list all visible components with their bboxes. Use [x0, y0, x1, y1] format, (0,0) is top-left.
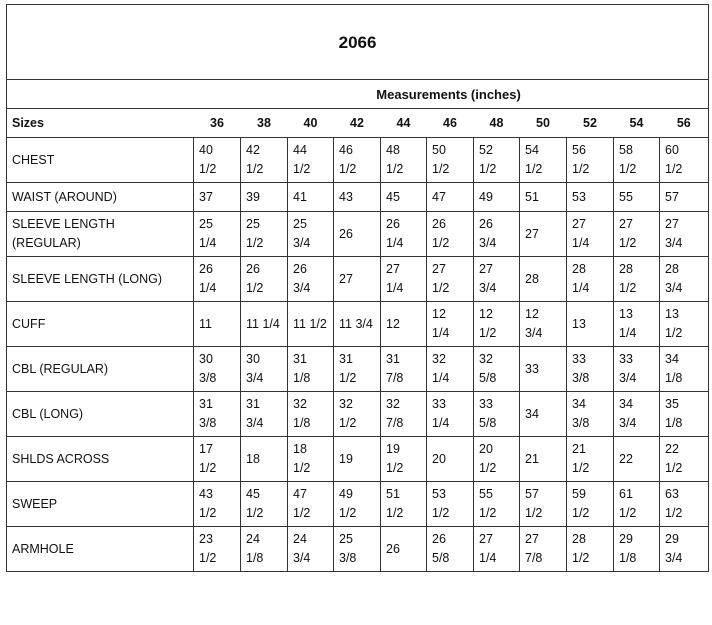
table-cell: 33 5/8: [474, 392, 520, 437]
table-cell: 13: [567, 302, 614, 347]
table-cell: 53: [567, 183, 614, 212]
table-cell: 46 1/2: [334, 138, 381, 183]
row-label: WAIST (AROUND): [7, 183, 194, 212]
table-cell: 26 5/8: [427, 527, 474, 572]
table-row: [7, 257, 709, 302]
table-cell: 11 3/4: [334, 302, 381, 347]
size-header: 36: [194, 109, 241, 138]
table-cell: 55 1/2: [474, 482, 520, 527]
table-row: [7, 183, 709, 212]
table-cell: 24 1/8: [241, 527, 288, 572]
table-cell: 47: [427, 183, 474, 212]
table-cell: 27 1/4: [567, 212, 614, 257]
chart-title: 2066: [7, 5, 709, 80]
table-cell: 48 1/2: [381, 138, 427, 183]
table-cell: 11 1/4: [241, 302, 288, 347]
table-cell: 42 1/2: [241, 138, 288, 183]
row-label: ARMHOLE: [7, 527, 194, 572]
row-label: SHLDS ACROSS: [7, 437, 194, 482]
table-cell: 39: [241, 183, 288, 212]
size-header: 42: [334, 109, 381, 138]
table-cell: 26: [381, 527, 427, 572]
table-cell: 47 1/2: [288, 482, 334, 527]
table-cell: 18 1/2: [288, 437, 334, 482]
table-cell: 31 3/4: [241, 392, 288, 437]
table-row: [7, 392, 709, 437]
table-cell: 13 1/2: [660, 302, 709, 347]
table-cell: 35 1/8: [660, 392, 709, 437]
table-row: [7, 527, 709, 572]
table-cell: 25 3/8: [334, 527, 381, 572]
table-cell: 25 1/2: [241, 212, 288, 257]
table-cell: 27 1/2: [427, 257, 474, 302]
table-cell: 58 1/2: [614, 138, 660, 183]
table-cell: 55: [614, 183, 660, 212]
table-cell: 32 1/4: [427, 347, 474, 392]
table-cell: 56 1/2: [567, 138, 614, 183]
table-cell: 26 3/4: [474, 212, 520, 257]
table-cell: 27 1/2: [614, 212, 660, 257]
table-cell: 32 7/8: [381, 392, 427, 437]
table-cell: 63 1/2: [660, 482, 709, 527]
table-cell: 29 3/4: [660, 527, 709, 572]
table-cell: 50 1/2: [427, 138, 474, 183]
table-cell: 34: [520, 392, 567, 437]
table-cell: 44 1/2: [288, 138, 334, 183]
table-cell: 31 1/8: [288, 347, 334, 392]
table-cell: 28 3/4: [660, 257, 709, 302]
table-cell: 32 1/2: [334, 392, 381, 437]
size-header: 54: [614, 109, 660, 138]
table-cell: 24 3/4: [288, 527, 334, 572]
size-header: 46: [427, 109, 474, 138]
table-cell: 26 3/4: [288, 257, 334, 302]
table-cell: 21: [520, 437, 567, 482]
table-cell: 28 1/2: [567, 527, 614, 572]
table-row: [7, 347, 709, 392]
table-cell: 43 1/2: [194, 482, 241, 527]
table-cell: 11 1/2: [288, 302, 334, 347]
table-cell: 12 1/4: [427, 302, 474, 347]
table-cell: 19: [334, 437, 381, 482]
table-cell: 27 3/4: [474, 257, 520, 302]
table-cell: 18: [241, 437, 288, 482]
table-cell: 54 1/2: [520, 138, 567, 183]
sizes-label: Sizes: [7, 109, 194, 138]
table-cell: 27 1/4: [381, 257, 427, 302]
table-cell: 41: [288, 183, 334, 212]
size-table: [6, 4, 709, 572]
table-cell: 57 1/2: [520, 482, 567, 527]
table-cell: 26 1/2: [241, 257, 288, 302]
table-cell: 51 1/2: [381, 482, 427, 527]
table-cell: 25 1/4: [194, 212, 241, 257]
size-header: 48: [474, 109, 520, 138]
table-cell: 52 1/2: [474, 138, 520, 183]
size-header: 50: [520, 109, 567, 138]
table-cell: 27 1/4: [474, 527, 520, 572]
table-cell: 26 1/2: [427, 212, 474, 257]
row-label: SLEEVE LENGTH (LONG): [7, 257, 194, 302]
table-cell: 26 1/4: [381, 212, 427, 257]
table-cell: 28: [520, 257, 567, 302]
row-label: SLEEVE LENGTH (REGULAR): [7, 212, 194, 257]
table-cell: 22 1/2: [660, 437, 709, 482]
table-cell: 34 1/8: [660, 347, 709, 392]
row-label: CHEST: [7, 138, 194, 183]
table-cell: 27: [520, 212, 567, 257]
table-cell: 21 1/2: [567, 437, 614, 482]
table-cell: 22: [614, 437, 660, 482]
table-cell: 26 1/4: [194, 257, 241, 302]
table-cell: 11: [194, 302, 241, 347]
table-cell: 30 3/4: [241, 347, 288, 392]
row-label: CUFF: [7, 302, 194, 347]
size-header: 56: [660, 109, 709, 138]
table-cell: 20 1/2: [474, 437, 520, 482]
row-label: CBL (LONG): [7, 392, 194, 437]
table-cell: 12 1/2: [474, 302, 520, 347]
table-cell: 27 3/4: [660, 212, 709, 257]
table-cell: 49 1/2: [334, 482, 381, 527]
row-label: SWEEP: [7, 482, 194, 527]
row-label: CBL (REGULAR): [7, 347, 194, 392]
table-cell: 51: [520, 183, 567, 212]
table-cell: 19 1/2: [381, 437, 427, 482]
table-cell: 23 1/2: [194, 527, 241, 572]
table-row: [7, 138, 709, 183]
table-cell: 33 3/8: [567, 347, 614, 392]
table-cell: 53 1/2: [427, 482, 474, 527]
table-cell: 34 3/4: [614, 392, 660, 437]
table-cell: 33 3/4: [614, 347, 660, 392]
table-cell: 27: [334, 257, 381, 302]
table-cell: 12: [381, 302, 427, 347]
table-cell: 17 1/2: [194, 437, 241, 482]
table-cell: 12 3/4: [520, 302, 567, 347]
size-header: 38: [241, 109, 288, 138]
table-cell: 32 1/8: [288, 392, 334, 437]
table-cell: 31 7/8: [381, 347, 427, 392]
table-cell: 31 1/2: [334, 347, 381, 392]
table-cell: 37: [194, 183, 241, 212]
table-cell: 45: [381, 183, 427, 212]
table-row: [7, 302, 709, 347]
table-cell: 32 5/8: [474, 347, 520, 392]
table-cell: 27 7/8: [520, 527, 567, 572]
table-cell: 57: [660, 183, 709, 212]
table-cell: 49: [474, 183, 520, 212]
table-cell: 20: [427, 437, 474, 482]
size-header: 44: [381, 109, 427, 138]
table-cell: 33 1/4: [427, 392, 474, 437]
table-row: [7, 212, 709, 257]
table-cell: 29 1/8: [614, 527, 660, 572]
table-cell: 33: [520, 347, 567, 392]
size-header: 40: [288, 109, 334, 138]
table-cell: 30 3/8: [194, 347, 241, 392]
table-cell: 40 1/2: [194, 138, 241, 183]
table-cell: 31 3/8: [194, 392, 241, 437]
size-chart: [6, 4, 708, 621]
table-cell: 28 1/4: [567, 257, 614, 302]
table-cell: 25 3/4: [288, 212, 334, 257]
table-cell: 34 3/8: [567, 392, 614, 437]
table-cell: 60 1/2: [660, 138, 709, 183]
sizes-header-row: [7, 109, 709, 138]
table-row: [7, 482, 709, 527]
table-cell: 43: [334, 183, 381, 212]
table-cell: 61 1/2: [614, 482, 660, 527]
table-cell: 28 1/2: [614, 257, 660, 302]
table-cell: 59 1/2: [567, 482, 614, 527]
table-cell: 45 1/2: [241, 482, 288, 527]
size-header: 52: [567, 109, 614, 138]
table-cell: 26: [334, 212, 381, 257]
table-cell: 13 1/4: [614, 302, 660, 347]
table-row: [7, 437, 709, 482]
measurements-label: Measurements (inches): [7, 80, 709, 109]
